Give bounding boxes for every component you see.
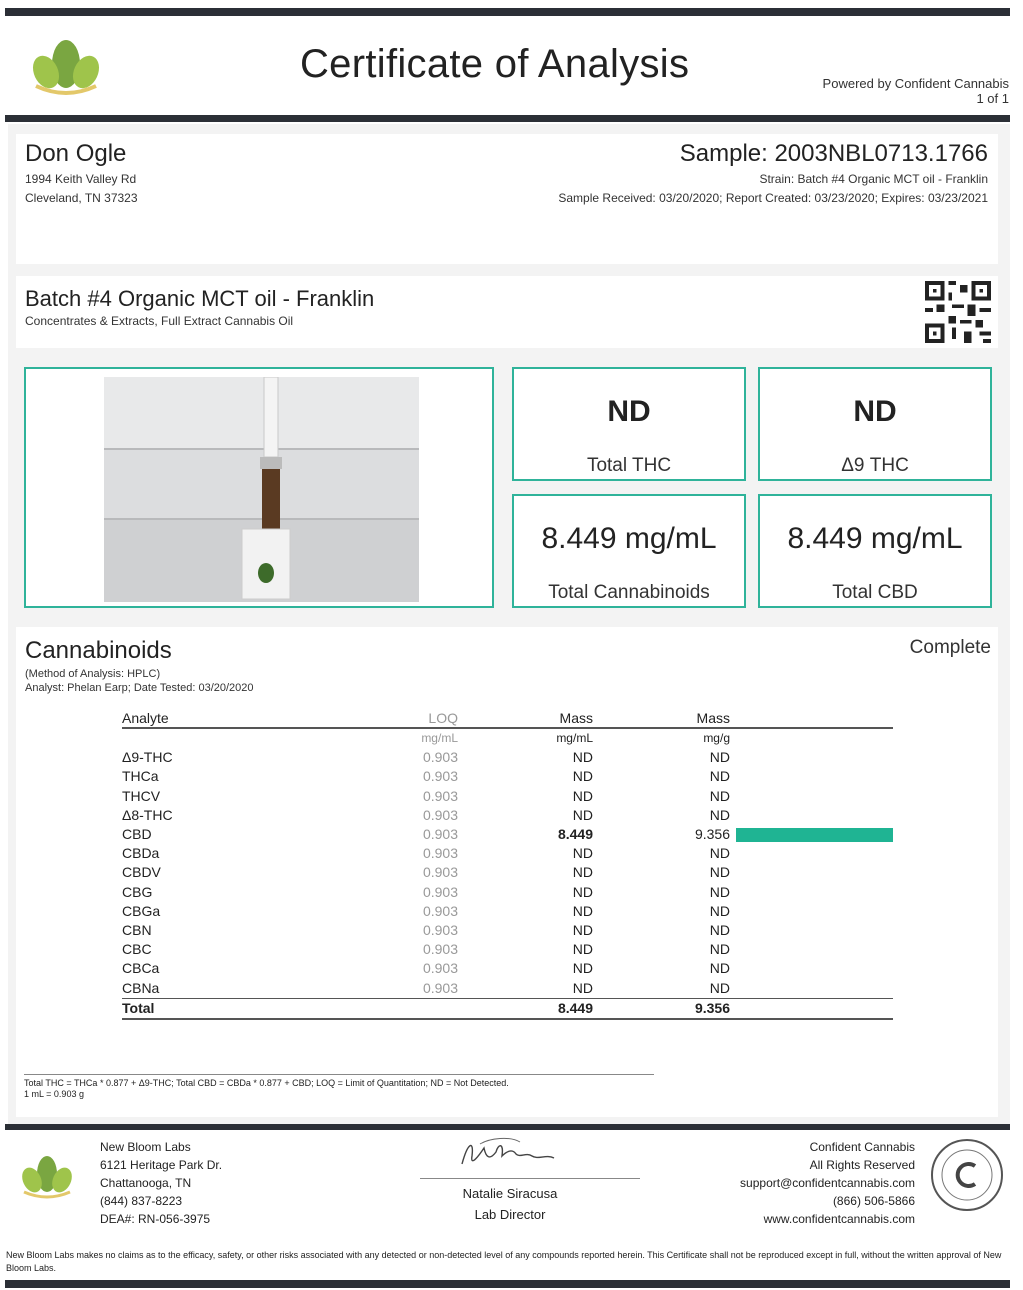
disclaimer: New Bloom Labs makes no claims as to the efficacy, safety, or other risks associated with any detected or non-detected level of any compounds reported herein. This Certificate shall not be reproduced except in full, without the written approval of New Bloom Labs.: [6, 1250, 1002, 1273]
table-row: [122, 979, 893, 999]
sample-dates: Sample Received: 03/20/2020; Report Created: 03/23/2020; Expires: 03/23/2021: [558, 191, 988, 205]
qr-code-icon[interactable]: [924, 281, 992, 343]
table-row: [122, 902, 893, 921]
client-address: 1994 Keith Valley Rd Cleveland, TN 37323: [25, 172, 138, 205]
product-photo-frame: [24, 367, 494, 608]
analyte-cell: CBG: [122, 883, 153, 900]
sample-id: Sample: 2003NBL0713.1766: [679, 140, 988, 167]
cc-info: Confident Cannabis All Rights Reserved support@confidentcannabis.com (866) 506-5866 www.confidentcannabis.com: [740, 1140, 915, 1226]
analyte-cell: CBN: [122, 922, 152, 939]
page-number: 1 of 1: [976, 91, 1009, 106]
signature-image: [450, 1134, 560, 1176]
powered-by: Powered by Confident Cannabis 1 of 1: [822, 76, 1009, 106]
status-label: Complete: [909, 637, 991, 658]
bar-cell: [730, 902, 893, 921]
table-row: [122, 883, 893, 902]
mass-ml-cell: ND: [572, 883, 593, 900]
loq-cell: 0.903: [422, 768, 458, 785]
cannabinoid-bar: [736, 828, 893, 842]
loq-cell: 0.903: [422, 845, 458, 862]
lab-footer-logo-icon: [18, 1152, 76, 1200]
table-row: [122, 748, 893, 767]
mass-g-cell: ND: [709, 864, 730, 881]
loq-cell: 0.903: [422, 864, 458, 881]
analyte-cell: CBC: [122, 941, 152, 958]
table-row: [122, 844, 893, 863]
stat-value: 8.449 mg/mL: [541, 522, 717, 555]
mass-ml-cell: ND: [572, 787, 593, 804]
bar-cell: [730, 979, 893, 999]
cc-website[interactable]: www.confidentcannabis.com: [763, 1212, 915, 1226]
loq-cell: 0.903: [422, 902, 458, 919]
cc-email[interactable]: support@confidentcannabis.com: [740, 1176, 915, 1190]
mass-ml-cell: ND: [572, 806, 593, 823]
mass-ml-cell: ND: [572, 749, 593, 766]
units-row: mg/mL mg/mL mg/g: [421, 731, 730, 745]
top-rule: [5, 8, 1010, 16]
mass-ml-cell: 8.449: [557, 826, 593, 843]
stat-label: Total CBD: [832, 582, 918, 603]
mass-ml-cell: ND: [572, 902, 593, 919]
mass-ml-cell: ND: [572, 979, 593, 996]
mass-g-cell: ND: [709, 845, 730, 862]
analyte-cell: Δ8-THC: [122, 806, 173, 823]
bar-cell: [730, 844, 893, 863]
mass-ml-cell: ND: [572, 864, 593, 881]
footnotes: Total THC = THCa * 0.877 + Δ9-THC; Total CBD = CBDa * 0.877 + CBD; LOQ = Limit of Quantitation; ND = Not Detected. 1 mL = 0.903 g: [24, 1074, 654, 1100]
bar-cell: [730, 767, 893, 786]
page-title: Certificate of Analysis: [300, 42, 690, 86]
bar-cell: [730, 748, 893, 767]
analyte-cell: THCa: [122, 768, 159, 785]
bar-cell: [730, 863, 893, 882]
bar-cell: [730, 940, 893, 959]
table-row: [122, 825, 893, 844]
table-row: [122, 940, 893, 959]
mass-g-cell: ND: [709, 883, 730, 900]
cannabinoids-panel: [16, 627, 998, 1117]
product-panel: [16, 276, 998, 348]
loq-cell: 0.903: [422, 979, 458, 996]
loq-cell: 0.903: [422, 941, 458, 958]
table-row: [122, 806, 893, 825]
mass-g-cell: ND: [709, 902, 730, 919]
loq-cell: 0.903: [422, 883, 458, 900]
loq-cell: 0.903: [422, 787, 458, 804]
mass-g-cell: ND: [709, 960, 730, 977]
signer: [420, 1183, 600, 1225]
bar-cell: [730, 959, 893, 978]
loq-cell: 0.903: [422, 960, 458, 977]
mass-ml-cell: ND: [572, 941, 593, 958]
analyte-cell: CBDV: [122, 864, 161, 881]
mass-ml-cell: ND: [572, 922, 593, 939]
bar-cell: [730, 883, 893, 902]
table-row: [122, 863, 893, 882]
bar-cell: [730, 806, 893, 825]
analyte-cell: CBNa: [122, 979, 160, 996]
mass-g-cell: ND: [709, 979, 730, 996]
header-mass-ml: Mass: [458, 709, 593, 728]
stat-value: ND: [853, 395, 897, 428]
header-loq: LOQ: [318, 709, 458, 728]
confident-cannabis-seal-icon: [930, 1138, 1004, 1212]
analyte-cell: CBGa: [122, 902, 161, 919]
mass-ml-cell: ND: [572, 845, 593, 862]
header-analyte: Analyte: [122, 709, 318, 728]
signature-line: [420, 1178, 640, 1179]
table-row: [122, 959, 893, 978]
sample-meta: [558, 170, 988, 208]
loq-cell: 0.903: [422, 922, 458, 939]
product-type: Concentrates & Extracts, Full Extract Cannabis Oil: [25, 314, 294, 328]
stat-label: Total THC: [586, 455, 672, 476]
footer-rule: [5, 1124, 1010, 1130]
stat-total-cannabinoids: [512, 494, 746, 608]
mass-g-cell: ND: [709, 787, 730, 804]
table-row: [122, 767, 893, 786]
client-panel: [16, 134, 998, 264]
lab-info: New Bloom Labs 6121 Heritage Park Dr. Chattanooga, TN (844) 837-8223 DEA#: RN-056-3975: [100, 1140, 223, 1226]
analyte-cell: CBD: [122, 826, 152, 843]
signer-name: Natalie Siracusa: [462, 1186, 558, 1201]
table-header: [122, 709, 893, 728]
table-row: [122, 921, 893, 940]
header-mass-g: Mass: [593, 709, 730, 728]
product-name: Batch #4 Organic MCT oil - Franklin: [25, 286, 375, 311]
stat-label: Total Cannabinoids: [548, 582, 710, 603]
stat-total-thc: [512, 367, 746, 481]
stat-d9-thc: [758, 367, 992, 481]
stat-total-cbd: [758, 494, 992, 608]
mass-g-cell: ND: [709, 749, 730, 766]
analyte-cell: Δ9-THC: [122, 749, 173, 766]
product-photo: [104, 377, 419, 602]
loq-cell: 0.903: [422, 806, 458, 823]
sample-strain: Strain: Batch #4 Organic MCT oil - Franklin: [759, 172, 988, 186]
header-rule: [5, 115, 1010, 122]
loq-cell: 0.903: [422, 826, 458, 843]
mass-g-cell: ND: [709, 806, 730, 823]
stat-label: Δ9 THC: [841, 455, 909, 476]
lab-logo-icon: [26, 36, 106, 96]
mass-ml-cell: ND: [572, 960, 593, 977]
bar-cell: [730, 921, 893, 940]
mass-g-cell: ND: [709, 922, 730, 939]
analyte-cell: THCV: [122, 787, 161, 804]
client-name: Don Ogle: [25, 140, 127, 167]
analyte-cell: CBDa: [122, 845, 160, 862]
mass-g-cell: ND: [709, 768, 730, 785]
method-info: (Method of Analysis: HPLC) Analyst: Phelan Earp; Date Tested: 03/20/2020: [25, 668, 254, 694]
total-row: Total 8.449 9.356: [122, 998, 893, 1019]
bottom-rule: [5, 1280, 1010, 1288]
bar-cell: [730, 825, 893, 844]
stat-value: ND: [607, 395, 651, 428]
section-title: Cannabinoids: [25, 637, 172, 664]
analyte-cell: CBCa: [122, 960, 160, 977]
results-table: [122, 709, 893, 1020]
mass-g-cell: 9.356: [694, 826, 730, 843]
signer-title: Lab Director: [474, 1207, 546, 1222]
mass-g-cell: ND: [709, 941, 730, 958]
header-bar: [730, 709, 893, 728]
stat-value: 8.449 mg/mL: [787, 522, 963, 555]
table-row: [122, 787, 893, 806]
bar-cell: [730, 787, 893, 806]
loq-cell: 0.903: [422, 749, 458, 766]
mass-ml-cell: ND: [572, 768, 593, 785]
